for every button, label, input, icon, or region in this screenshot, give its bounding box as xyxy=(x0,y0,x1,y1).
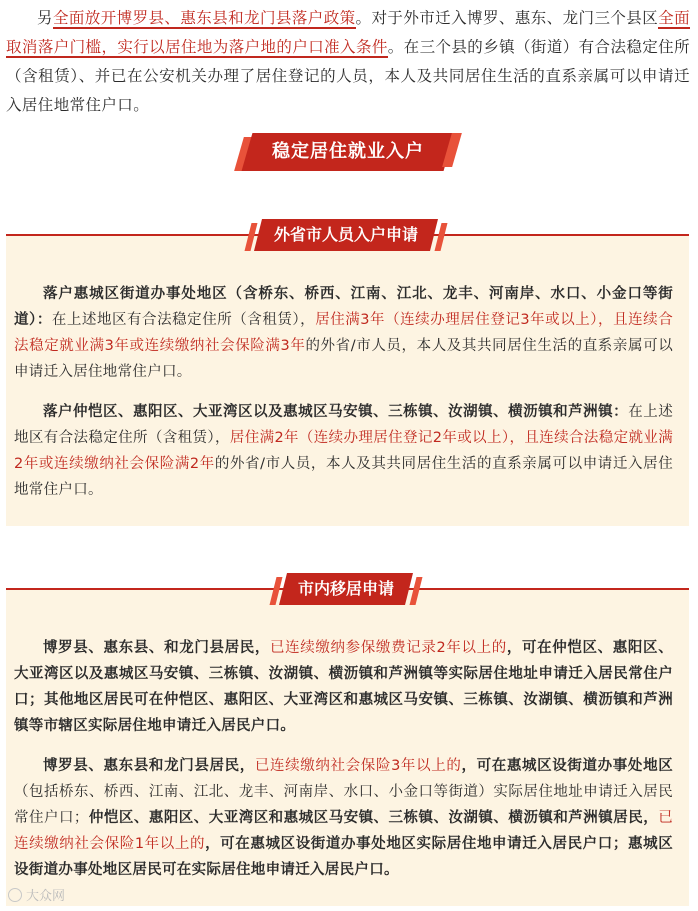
policy-highlight-1: 全面放开博罗县、惠东县和龙门县落户政策 xyxy=(52,9,356,27)
tab-outside-applicants xyxy=(258,219,434,251)
watermark: 大众网 xyxy=(8,885,65,904)
paragraph-zhongkai: 落户仲恺区、惠阳区、大亚湾区以及惠城区马安镇、三栋镇、汝湖镇、横沥镇和芦洲镇：在上述地区有合法稳定住所（含租赁），居住满2年（连续办理居住登记2年或以上），且连续合法稳定就业满2年或连续缴纳社会保险满2年的外省/市人员，本人及其共同居住生活的直系亲属可以申请迁入居住地常住户口。 xyxy=(14,404,674,498)
tab-city-relocation xyxy=(283,573,409,605)
paragraph-county-residents-2: 博罗县、惠东县和龙门县居民，已连续缴纳社会保险3年以上的，可在惠城区设街道办事处地区（包括桥东、桥西、江南、江北、龙丰、河南岸、水口、小金口等街道）实际居住地址申请迁入居民常住户口；仲恺区、惠阳区、大亚湾区和惠城区马安镇、三栋镇、汝湖镇、横沥镇和芦洲镇居民，已连续缴纳社会保险1年以上的，可在惠城区设街道办事处地区实际居住地申请迁入居民户口；惠城区设街道办事处地区居民可在实际居住地申请迁入居民户口。 xyxy=(14,758,674,878)
section-banner xyxy=(239,133,457,171)
policy-highlight-2: 全面取消落户门槛，实行以居住地为落户地的户口准入条件 xyxy=(6,9,690,56)
tab-label: 外省市人员入户申请 xyxy=(273,225,418,244)
banner-title: 稳定居住就业入户 xyxy=(272,141,424,162)
intro-text xyxy=(6,4,690,120)
section2-body xyxy=(14,635,673,883)
watermark-logo-icon xyxy=(8,888,22,902)
tab-label: 市内移居申请 xyxy=(297,579,394,598)
paragraph-county-residents-1: 博罗县、惠东县、和龙门县居民，已连续缴纳参保缴费记录2年以上的，可在仲恺区、惠阳区、大亚湾区以及惠城区马安镇、三栋镇、汝湖镇、横沥镇和芦洲镇等实际居住地址申请迁入居民常住户口；其他地区居民可在仲恺区、惠阳区、大亚湾区和惠城区马安镇、三栋镇、汝湖镇、横沥镇和芦洲镇等市辖区实际居住地申请迁入居民户口。 xyxy=(14,640,673,734)
section1-body xyxy=(14,281,673,503)
intro-paragraph: 另全面放开博罗县、惠东县和龙门县落户政策。对于外市迁入博罗、惠东、龙门三个县区全面取消落户门槛，实行以居住地为落户地的户口准入条件。在三个县的乡镇（街道）有合法稳定住所（含租赁）、并已在公安机关办理了居住登记的人员，本人及共同居住生活的直系亲属可以申请迁入居住地常住户口。 xyxy=(6,9,690,114)
paragraph-huicheng: 落户惠城区街道办事处地区（含桥东、桥西、江南、江北、龙丰、河南岸、水口、小金口等街道）：在上述地区有合法稳定住所（含租赁），居住满3年（连续办理居住登记3年或以上），且连续合法稳定就业满3年或连续缴纳社会保险满3年的外省/市人员，本人及其共同居住生活的直系亲属可以申请迁入居住地常住户口。 xyxy=(14,286,673,380)
